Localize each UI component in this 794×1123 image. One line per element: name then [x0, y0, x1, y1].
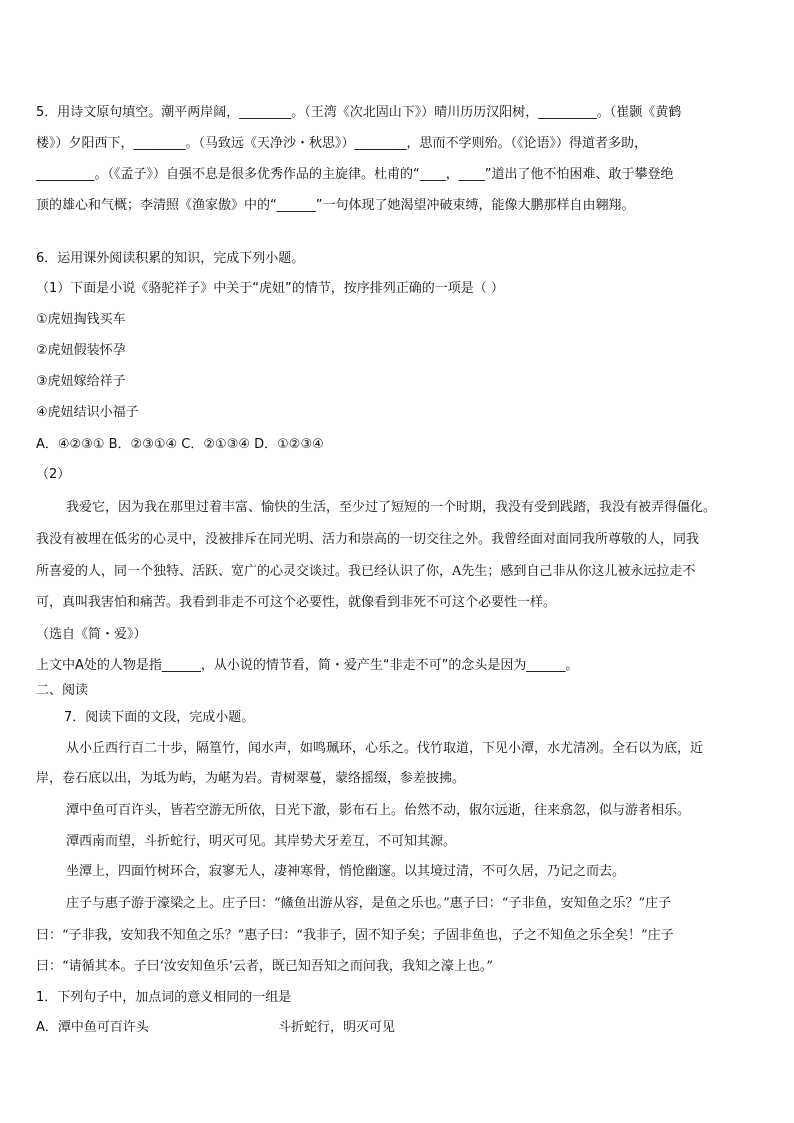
q5-line-2: 楼》）夕阳西下，________。（马致远《天净沙・秋思》）________，思而不学则殆。（《论语》）得道者多助， [36, 136, 648, 151]
q5-line-3: _________。（《孟子》）自强不息是很多优秀作品的主旋律。杜甫的“____，____”道出了他不怕困难、敢于攀登绝 [36, 167, 674, 182]
q6-options: A．④②③① B．②③①④ C．②①③④ D．①②③④ [36, 437, 324, 452]
q7-passage-line-8: 曰：“请循其本。子曰‘汝安知鱼乐’云者，既已知吾知之而问我，我知之濠上也。” [36, 959, 494, 974]
q6-item-4: ④虎妞结识小福子 [36, 405, 139, 420]
q7-passage-line-7: 曰：“子非我，安知我不知鱼之乐？”惠子曰：“我非子，固不知子矣；子固非鱼也，子之不知鱼之乐全矣！”庄子 [36, 928, 674, 943]
q5-line-4: 顶的雄心和气概；李清照《渔家傲》中的“______”一句体现了她渴望冲破束缚，能像大鹏那样自由翱翔。 [36, 198, 635, 213]
q6-item-3: ③虎妞嫁给祥子 [36, 374, 126, 389]
q7-passage-line-2: 岸，卷石底以出，为坻为屿，为嵁为岩。青树翠蔓，蒙络摇缀，参差披拂。 [36, 771, 466, 786]
q7-sub1-question: 1．下列句子中，加点词的意义相同的一组是 [36, 990, 292, 1005]
q5-line-1: 5．用诗文原句填空。潮平两岸阔，________。（王湾《次北固山下》）晴川历历汉阳树，_________。（崔颢《黄鹤 [36, 105, 682, 120]
section-title-reading: 二、阅读 [36, 683, 89, 698]
q6-source: （选自《简・爱》） [36, 627, 147, 642]
q6-title: 6．运用课外阅读积累的知识，完成下列小题。 [36, 251, 305, 266]
q6-passage-line-2: 我没有被埋在低劣的心灵中，没被排斥在同光明、活力和崇高的一切交往之外。我曾经面对面同我所尊敬的人，同我 [36, 532, 700, 547]
q6-passage-line-4: 可，真叫我害怕和痛苦。我看到非走不可这个必要性，就像看到非死不可这个必要性一样。 [36, 595, 557, 610]
q6-passage-line-1: 我爱它，因为我在那里过着丰富、愉快的生活，至少过了短短的一个时期，我没有受到践踏，我没有被弄得僵化。 [66, 500, 717, 515]
q6-sub2-question: 上文中A处的人物是指______，从小说的情节看，简・爱产生“非走不可”的念头是因为______。 [36, 658, 579, 673]
q7-option-a-pair: 斗折蛇行，明灭可见 [278, 1020, 396, 1035]
q7-passage-line-4: 潭西南而望，斗折蛇行，明灭可见。其岸势犬牙差互，不可知其源。 [66, 834, 457, 849]
q7-passage-line-5: 坐潭上，四面竹树环合，寂寥无人，凄神寒骨，悄怆幽邃。以其境过清，不可久居，乃记之而去。 [66, 864, 626, 879]
q7-passage-line-6: 庄子与惠子游于濠梁之上。庄子曰：“鯈鱼出游从容，是鱼之乐也。”惠子曰：“子非鱼，安知鱼之乐？”庄子 [66, 896, 672, 911]
q7-passage-line-1: 从小丘西行百二十步，隔篁竹，闻水声，如鸣珮环，心乐之。伐竹取道，下见小潭，水尤清冽。全石以为底，近 [66, 741, 704, 756]
q7-passage-line-3: 潭中鱼可百许头，皆若空游无所依，日光下澈，影布石上。佁然不动，俶尔远逝，往来翕忽，似与游者相乐。 [66, 803, 691, 818]
q6-item-2: ②虎妞假装怀孕 [36, 343, 126, 358]
q6-passage-line-3: 所喜爱的人，同一个独特、活跃、宽广的心灵交谈过。我已经认识了你，A先生；感到自己非从你这儿被永远拉走不 [36, 564, 696, 579]
q6-sub1-question: （1）下面是小说《骆驼祥子》中关于“虎妞”的情节，按序排列正确的一项是（ ） [36, 281, 504, 296]
q7-option-a-label: A．潭中鱼可百许头 [36, 1020, 149, 1035]
q6-sub2-label: （2） [36, 467, 71, 482]
q6-item-1: ①虎妞掏钱买车 [36, 312, 126, 327]
q7-title: 7．阅读下面的文段，完成小题。 [64, 710, 255, 725]
